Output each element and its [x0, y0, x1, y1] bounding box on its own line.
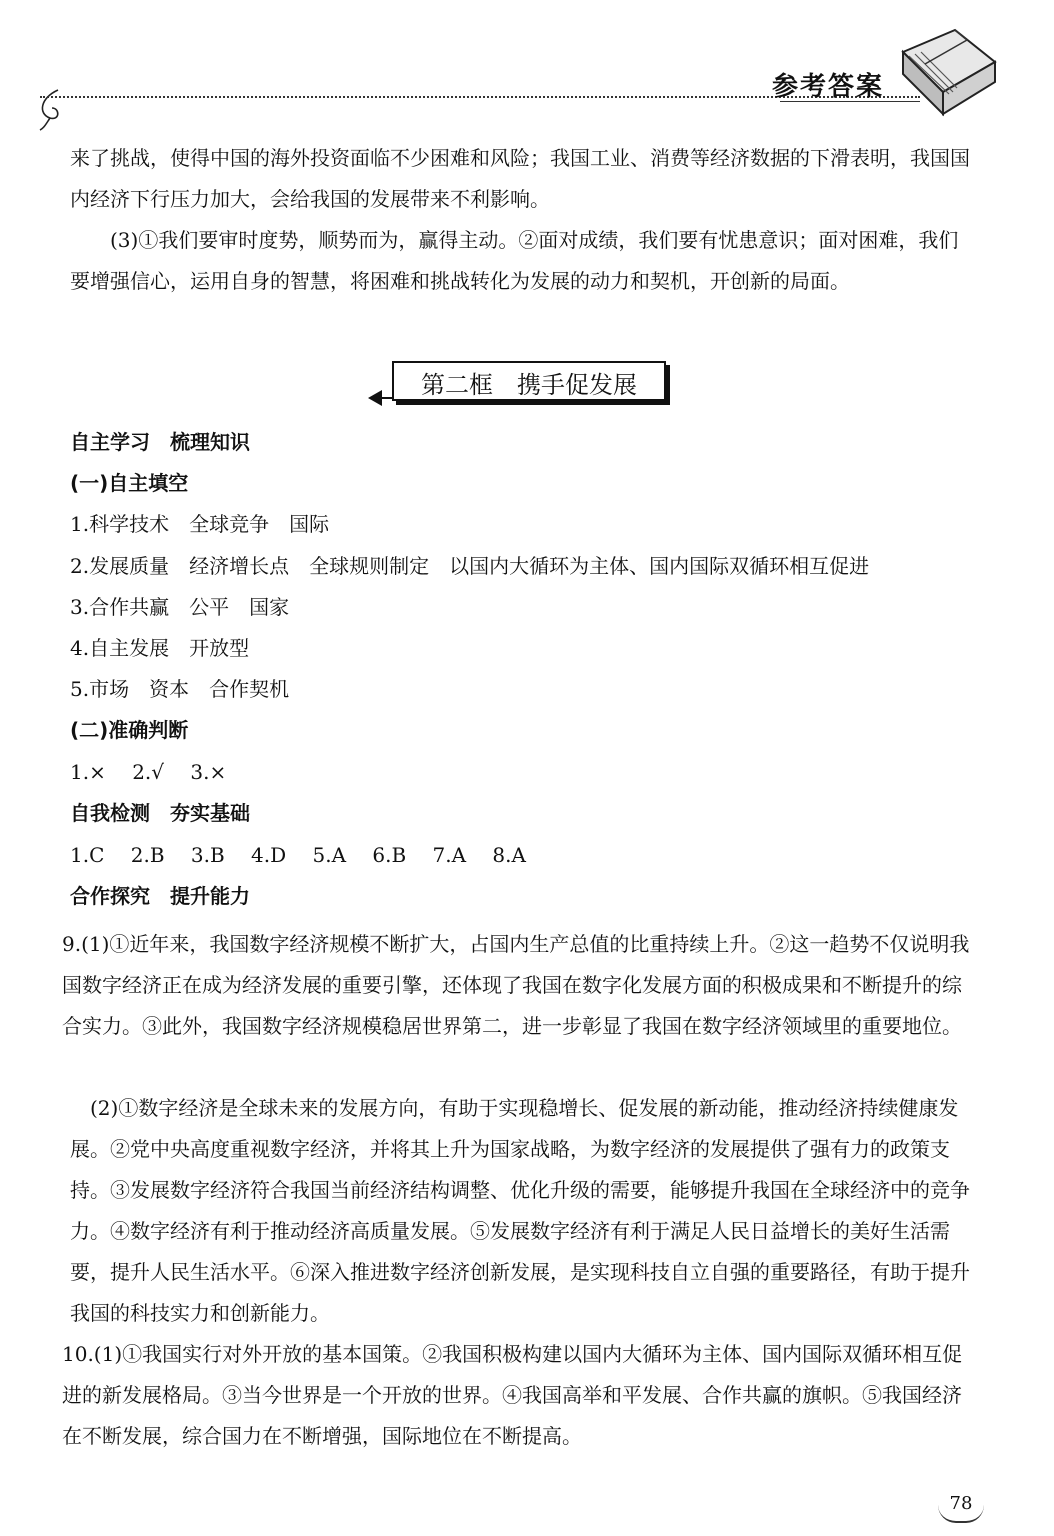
heading-self-check: 自我检测 夯实基础: [70, 801, 250, 825]
list-item: 3.合作共赢 公平 国家: [70, 595, 290, 619]
list-item: 1.科学技术 全球竞争 国际: [70, 512, 330, 536]
header-title: 参考答案: [772, 72, 885, 102]
judge-answers: 1.× 2.√ 3.×: [70, 760, 227, 784]
answer-9-1: 9.(1)①近年来，我国数字经济规模不断扩大，占国内生产总值的比重持续上升。②这一趋势不仅说明我国数字经济正在成为经济发展的重要引擎，还体现了我国在数字化发展方面的积极成果和不断提升的综合实力。③此外，我国数字经济规模稳居世界第二，进一步彰显了我国在数字经济领域里的重要地位。: [62, 932, 970, 1038]
answer-9-2: (2)①数字经济是全球未来的发展方向，有助于实现稳增长、促发展的新动能，推动经济持续健康发展。②党中央高度重视数字经济，并将其上升为国家战略，为数字经济的发展提供了强有力的政策支持。③发展数字经济符合我国当前经济结构调整、优化升级的需要，能够提升我国在全球经济中的竞争力。④数字经济有利于推动经济高质量发展。⑤发展数字经济有利于满足人民日益增长的美好生活需要，提升人民生活水平。⑥深入推进数字经济创新发展，是实现科技自立自强的重要路径，有助于提升我国的科技实力和创新能力。: [70, 1096, 970, 1325]
choice-answers: 1.C 2.B 3.B 4.D 5.A 6.B 7.A 8.A: [70, 843, 526, 867]
section-title-box: [392, 361, 666, 401]
answer-paragraph-3: (3)①我们要审时度势，顺势而为，赢得主动。②面对成绩，我们要有忧患意识；面对困难，我们要增强信心，运用自身的智慧，将困难和挑战转化为发展的动力和契机，开创新的局面。: [70, 228, 959, 293]
heading-fill-blank: (一)自主填空: [70, 471, 189, 495]
book-stack-icon: [895, 22, 1000, 117]
continuation-paragraph: 来了挑战，使得中国的海外投资面临不少困难和风险；我国工业、消费等经济数据的下滑表明，我国国内经济下行压力加大，会给我国的发展带来不利影响。: [70, 146, 970, 211]
heading-self-study: 自主学习 梳理知识: [70, 430, 250, 454]
list-item: 4.自主发展 开放型: [70, 636, 250, 660]
list-item: 5.市场 资本 合作契机: [70, 677, 290, 701]
section-title: 第二框 携手促发展: [421, 371, 637, 399]
list-item: 2.发展质量 经济增长点 全球规则制定 以国内大循环为主体、国内国际双循环相互促进: [70, 554, 870, 578]
heading-cooperation: 合作探究 提升能力: [70, 884, 250, 908]
heading-judge: (二)准确判断: [70, 718, 189, 742]
answer-10-1: 10.(1)①我国实行对外开放的基本国策。②我国积极构建以国内大循环为主体、国内国际双循环相互促进的新发展格局。③当今世界是一个开放的世界。④我国高举和平发展、合作共赢的旗帜。⑤我国经济在不断发展，综合国力在不断增强，国际地位在不断提高。: [62, 1342, 963, 1448]
page-number: 78: [938, 1487, 984, 1523]
swirl-ornament-icon: [30, 84, 80, 134]
